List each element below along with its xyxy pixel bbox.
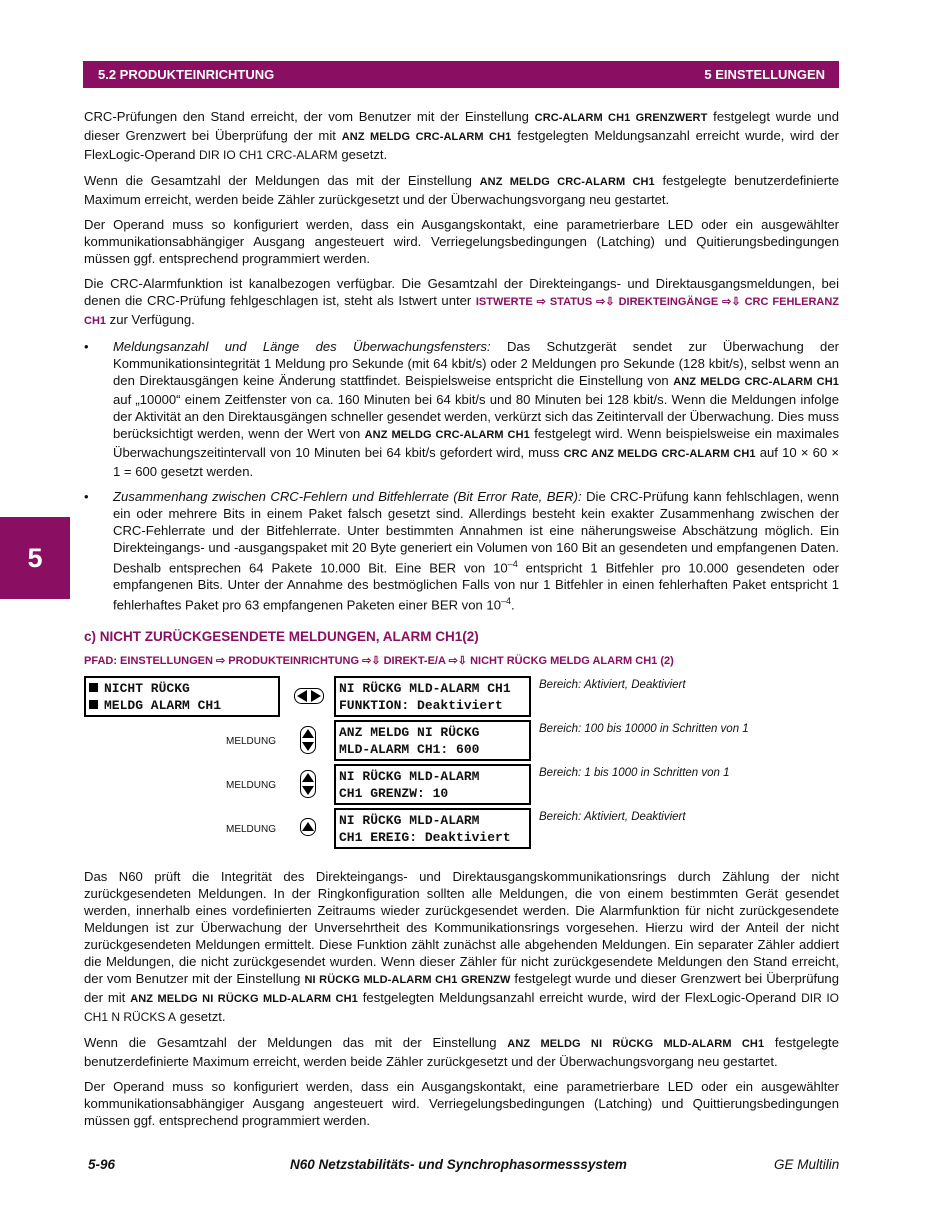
message-label: MELDUNG <box>226 823 277 835</box>
range-events: Bereich: Aktiviert, Deaktiviert <box>539 810 686 823</box>
paragraph-4: Die CRC-Alarmfunktion ist kanalbezogen verfügbar. Die Gesamtzahl der Direkteingangs- und Direktausgangsmeldungen, bei denen die CRC-Prüfung fehlgeschlagen ist, steht als Istwert unter ISTWERTE ⇨ STATUS ⇨⇩ DIREKTEINGÄNGE ⇨⇩ CRC FEHLERANZ CH1 zur Verfügung. <box>84 276 840 327</box>
up-down-arrows-icon <box>300 726 316 754</box>
bullet-icon: • <box>84 489 89 504</box>
header-chapter: 5 EINSTELLUNGEN <box>704 67 825 82</box>
header-section: 5.2 PRODUKTEINRICHTUNG <box>98 67 275 82</box>
function-display: NI RÜCKG MLD-ALARM CH1 FUNKTION: Deaktiviert <box>334 676 531 717</box>
up-arrow-icon <box>300 818 316 836</box>
range-function: Bereich: Aktiviert, Deaktiviert <box>539 678 686 691</box>
range-message-count: Bereich: 100 bis 10000 in Schritten von 1 <box>539 722 749 735</box>
menu-head-display: NICHT RÜCKG MELDG ALARM CH1 <box>84 676 280 717</box>
paragraph-6: Wenn die Gesamtzahl der Meldungen das mit der Einstellung ANZ MELDG NI RÜCKG MLD-ALARM CH1 festgelegte benutzerdefinierte Maximum erreicht, werden beide Zähler zurückgesetzt und der Überwachungsvorgang neu gestartet. <box>84 1034 839 1069</box>
brand-name: GE Multilin <box>774 1157 840 1172</box>
menu-path: ISTWERTE ⇨ STATUS ⇨⇩ DIREKTEINGÄNGE ⇨⇩ CRC FEHLERANZ CH1 <box>84 296 840 327</box>
bullet-crc-ber: • Zusammenhang zwischen CRC-Fehlern und Bitfehlerrate (Bit Error Rate, BER): Die CRC-Prüfung kann fehlschlagen, wenn ein oder mehrere Bits in einem Paket falsch gesetzt sind. Allerdings besteht kein exakter Zusammenhang zwischen der CRC-Fehlerrate und der Bitfehlerrate. Unter bestimmten Annahmen ist eine näherungsweise Abschätzung möglich. Ein Direkteingangs- und -ausgangspaket mit 20 Byte generiert ein Volumen von 160 Bit an gesendeten und empfangenen Daten. Deshalb entsprechen 64 Pakete 10.000 Bit. Eine BER von $10^{-4}$ entspricht 1 Bitfehler pro 10.000 gesendeten oder empfangenen Bits. Unter der Annahme des bestmöglichen Falls von nur 1 Bitfehler in einen fehlerhaften Paket entspricht 1 fehlerhaftes Paket pro 63 empfangenen Paketen einer BER von $10^{-4}$. <box>84 489 839 613</box>
paragraph-1: CRC-Prüfungen den Stand erreicht, der vom Benutzer mit der Einstellung CRC-ALARM CH1 GRENZWERT festgelegt wurde und dieser Grenzwert bei Überprüfung der mit ANZ MELDG CRC-ALARM CH1 festgelegten Meldungsanzahl erreicht wurde, wird der FlexLogic-Operand DIR IO CH1 CRC-ALARM gesetzt. <box>84 109 839 162</box>
paragraph-7: Der Operand muss so konfiguriert werden, dass ein Ausgangskontakt, eine parametrierbare LED oder ein ausgewählter kommunikationsabhängiger Ausgang angesteuert wird. Verriegelungsbedingungen (Latching) und Quittierungsbedingungen müssen ggf. entsprechend programmiert werden. <box>84 1078 839 1128</box>
message-label: MELDUNG <box>226 735 277 747</box>
square-bullet-icon <box>89 683 98 692</box>
bullet-message-count: • Meldungsanzahl und Länge des Überwachungsfensters: Das Schutzgerät sendet zur Überwachung der Kommunikationsintegrität 1 Meldung pro Sekunde (mit 64 kbit/s) oder 2 Meldungen pro Sekunde (128 kbit/s), selbst wenn an den Direktausgängen keine Änderung stattfindet. Beispielsweise entspricht die Einstellung von ANZ MELDG CRC-ALARM CH1 auf „10000“ einem Zeitfenster von ca. 160 Minuten bei 64 kbit/s und 80 Minuten bei 128 kbit/s. Wenn die Meldungen infolge der Aktivität an den Direktausgängen schneller gesendet werden, verkürzt sich das Zeitintervall der Überwachung. Dies muss berücksichtigt werden, wenn der Wert von ANZ MELDG CRC-ALARM CH1 festgelegt wird. Wenn beispielsweise ein maximales Überwachungszeitintervall von 10 Minuten bei 64 kbit/s gefordert wird, muss CRC ANZ MELDG CRC-ALARM CH1 auf 10 × 60 × 1 = 600 gesetzt werden. <box>84 339 839 479</box>
range-threshold: Bereich: 1 bis 1000 in Schritten von 1 <box>539 766 730 779</box>
settings-menu-diagram <box>84 676 839 856</box>
page-header <box>83 61 839 88</box>
paragraph-3: Der Operand muss so konfiguriert werden, dass ein Ausgangskontakt, eine parametrierbare LED oder ein ausgewählter kommunikationsabhängiger Ausgang angesteuert wird. Verriegelungsbedingungen (Latching) und Quitierungsbedingungen müssen ggf. entsprechend programmiert werden. <box>84 217 839 266</box>
up-down-arrows-icon <box>300 770 316 798</box>
threshold-display: NI RÜCKG MLD-ALARM CH1 GRENZW: 10 <box>334 764 531 805</box>
section-path: PFAD: EINSTELLUNGEN ⇨ PRODUKTEINRICHTUNG ⇨⇩ DIREKT-E/A ⇨⇩ NICHT RÜCKG MELDG ALARM CH1 (2) <box>84 654 674 667</box>
bullet-icon: • <box>84 339 89 354</box>
paragraph-2: Wenn die Gesamtzahl der Meldungen das mit der Einstellung ANZ MELDG CRC-ALARM CH1 festgelegte benutzerdefinierte Maximum erreicht, werden beide Zähler zurückgesetzt und der Überwachungsvorgang neu gestartet. <box>84 173 839 207</box>
paragraph-5: Das N60 prüft die Integrität des Direkteingangs- und Direktausgangskommunikationsrings durch Zählung der nicht zurückgesendeten Meldungen. In der Ringkonfiguration sollten alle Meldungen, die von einem bestimmten Gerät gesendet werden, innerhalb eines vordefinierten Zeitraums wieder zurückgesendet werden. Die Alarmfunktion für nicht zurückgesendete Meldungen ist zur Überwachung der Unversehrtheit des Kommunikationsrings vorgesehen. Hierzu wird der Anteil der nicht zurückgesendeten Meldungen ermittelt. Diese Funktion zählt zunächst alle abgehenden Meldungen. Ein separater Zähler addiert die Meldungen, die nicht zurückgesendet wurden. Wenn dieser Zähler für nicht zurückgesendete Meldungen den Stand erreicht, der vom Benutzer mit der Einstellung NI RÜCKG MLD-ALARM CH1 GRENZW festgelegt wurde und dieser Grenzwert bei Überprüfung der mit ANZ MELDG NI RÜCKG MLD-ALARM CH1 festgelegten Meldungsanzahl erreicht wurde, wird der FlexLogic-Operand DIR IO CH1 N RÜCKS A gesetzt. <box>84 868 839 1024</box>
message-count-display: ANZ MELDG NI RÜCKG MLD-ALARM CH1: 600 <box>334 720 531 761</box>
events-display: NI RÜCKG MLD-ALARM CH1 EREIG: Deaktiviert <box>334 808 531 849</box>
square-bullet-icon <box>89 700 98 709</box>
page-content <box>84 108 839 1137</box>
left-right-arrows-icon <box>294 688 324 704</box>
message-label: MELDUNG <box>226 779 277 791</box>
page-number: 5-96 <box>88 1157 116 1172</box>
chapter-tab: 5 <box>0 517 70 599</box>
section-title: c) NICHT ZURÜCKGESENDETE MELDUNGEN, ALARM CH1(2) <box>84 628 479 644</box>
document-title: N60 Netzstabilitäts- und Synchrophasormesssystem <box>290 1157 627 1172</box>
